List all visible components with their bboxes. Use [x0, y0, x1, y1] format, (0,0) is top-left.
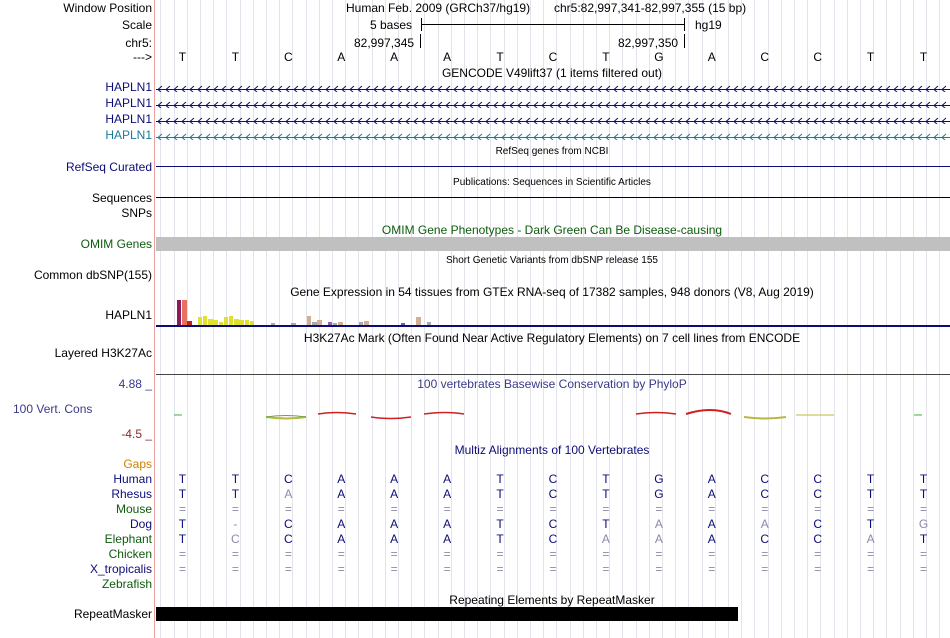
gtex-tissue-bar[interactable] — [229, 316, 233, 325]
reference-base: T — [496, 50, 504, 64]
refseq-label[interactable]: RefSeq Curated — [65, 160, 152, 174]
gencode-transcript-label[interactable]: HAPLN1 — [105, 80, 152, 94]
alignment-base: = — [761, 502, 769, 516]
grid-line — [741, 0, 742, 638]
alignment-base: C — [760, 472, 770, 486]
grid-line — [583, 0, 584, 638]
alignment-base: = — [443, 502, 451, 516]
repeatmasker-element[interactable] — [156, 607, 738, 621]
publications-label[interactable]: Sequences — [91, 191, 152, 205]
alignment-base: = — [761, 562, 769, 576]
alignment-base: = — [390, 547, 398, 561]
alignment-base: A — [443, 472, 452, 486]
omim-gene-bar[interactable] — [156, 237, 950, 251]
alignment-base: C — [548, 517, 558, 531]
alignment-base: T — [178, 487, 187, 501]
alignment-base: A — [284, 487, 293, 501]
reference-base: A — [390, 50, 399, 64]
alignment-base: = — [602, 547, 610, 561]
gencode-title: GENCODE V49lift37 (1 items filtered out) — [441, 66, 663, 80]
species-label[interactable]: X_tropicalis — [89, 562, 152, 576]
alignment-base: = — [337, 547, 345, 561]
alignment-base: = — [867, 562, 875, 576]
alignment-base: = — [708, 547, 716, 561]
alignment-base: = — [231, 547, 239, 561]
gtex-tissue-bar[interactable] — [177, 300, 181, 325]
alignment-base: T — [866, 487, 875, 501]
grid-line — [781, 0, 782, 638]
phylop-title: 100 vertebrates Basewise Conservation by PhyloP — [417, 377, 687, 391]
label-column-divider — [154, 0, 155, 638]
alignment-base: C — [813, 532, 822, 546]
gtex-tissue-bar[interactable] — [203, 316, 207, 325]
alignment-base: = — [390, 502, 398, 516]
grid-line — [847, 0, 848, 638]
grid-line — [424, 0, 425, 638]
reference-base: C — [548, 50, 558, 64]
grid-line — [438, 0, 439, 638]
alignment-base: C — [760, 532, 770, 546]
alignment-base: = — [655, 502, 663, 516]
species-label[interactable]: Rhesus — [111, 487, 152, 501]
publications-track-line[interactable] — [156, 197, 950, 198]
grid-line — [266, 0, 267, 638]
grid-line — [688, 0, 689, 638]
scale-bar-right-tick — [684, 18, 685, 31]
alignment-base: A — [866, 532, 875, 546]
species-label[interactable]: Mouse — [115, 502, 152, 516]
grid-line — [490, 0, 491, 638]
alignment-base: = — [867, 547, 875, 561]
grid-line — [702, 0, 703, 638]
grid-line — [174, 0, 175, 638]
alignment-base: = — [284, 547, 292, 561]
alignment-base: = — [655, 562, 663, 576]
species-label[interactable]: Elephant — [104, 532, 152, 546]
alignment-base: = — [814, 562, 822, 576]
h3k27ac-title: H3K27Ac Mark (Often Found Near Active Regulatory Elements) on 7 cell lines from ENCODE — [303, 331, 801, 345]
alignment-base: T — [602, 517, 610, 531]
alignment-base: = — [390, 562, 398, 576]
refseq-track-line[interactable] — [156, 166, 950, 167]
db-name: hg19 — [695, 18, 722, 32]
grid-line — [187, 0, 188, 638]
alignment-base: = — [178, 562, 186, 576]
grid-line — [636, 0, 637, 638]
species-label[interactable]: Chicken — [108, 547, 152, 561]
alignment-base: C — [760, 487, 770, 501]
alignment-base: A — [654, 532, 663, 546]
reference-base: G — [654, 50, 664, 64]
alignment-base: G — [918, 517, 929, 531]
alignment-base: A — [337, 472, 346, 486]
alignment-base: G — [654, 487, 664, 501]
alignment-base: A — [443, 517, 452, 531]
phylop-max: 4.88 _ — [118, 377, 152, 391]
grid-line — [900, 0, 901, 638]
grid-line — [319, 0, 320, 638]
alignment-base: T — [919, 487, 928, 501]
gencode-transcript-label[interactable]: HAPLN1 — [105, 112, 152, 126]
gtex-tissue-bar[interactable] — [307, 316, 311, 325]
alignment-base: A — [443, 487, 452, 501]
gtex-tissue-bar[interactable] — [224, 317, 228, 325]
grid-line — [504, 0, 505, 638]
grid-line — [807, 0, 808, 638]
alignment-base: = — [284, 562, 292, 576]
grid-line — [530, 0, 531, 638]
grid-line — [728, 0, 729, 638]
alignment-base: A — [390, 532, 399, 546]
alignment-base: T — [602, 487, 610, 501]
alignment-base: C — [548, 487, 558, 501]
alignment-base: = — [549, 562, 557, 576]
alignment-base: C — [548, 532, 558, 546]
grid-line — [477, 0, 478, 638]
dbsnp-label[interactable]: Common dbSNP(155) — [33, 268, 152, 282]
alignment-base: T — [496, 487, 504, 501]
reference-base: A — [707, 50, 716, 64]
scale-bar — [421, 24, 684, 25]
multiz-title: Multiz Alignments of 100 Vertebrates — [454, 443, 650, 457]
gencode-transcript-label[interactable]: HAPLN1 — [105, 96, 152, 110]
phylop-min: -4.5 _ — [121, 427, 152, 441]
grid-line — [213, 0, 214, 638]
alignment-base: A — [390, 487, 399, 501]
publications-title: Publications: Sequences in Scientific Articles — [453, 177, 651, 188]
reference-base: T — [178, 50, 187, 64]
alignment-base: = — [602, 502, 610, 516]
grid-line — [675, 0, 676, 638]
grid-line — [385, 0, 386, 638]
alignment-base: = — [496, 562, 504, 576]
grid-line — [596, 0, 597, 638]
alignment-base: T — [231, 472, 240, 486]
grid-line — [253, 0, 254, 638]
alignment-base: C — [813, 472, 822, 486]
reference-base: T — [866, 50, 875, 64]
reference-base: C — [760, 50, 770, 64]
alignment-base: T — [178, 532, 187, 546]
grid-line — [240, 0, 241, 638]
window-position-label: Window Position — [63, 1, 152, 15]
gtex-gene-line — [156, 325, 950, 327]
alignment-base: = — [337, 562, 345, 576]
alignment-base: T — [919, 532, 928, 546]
reference-base: A — [443, 50, 452, 64]
alignment-base: = — [496, 547, 504, 561]
h3k27ac-label[interactable]: Layered H3K27Ac — [54, 346, 152, 360]
alignment-base: = — [443, 547, 451, 561]
scale-text: 5 bases — [370, 18, 413, 32]
alignment-base: = — [920, 502, 928, 516]
h3k27ac-baseline — [156, 374, 950, 375]
coord-left: 82,997,345 — [354, 36, 415, 50]
alignment-base: A — [707, 532, 716, 546]
alignment-base: = — [443, 562, 451, 576]
alignment-base: T — [602, 472, 610, 486]
alignment-base: = — [814, 547, 822, 561]
alignment-base: = — [549, 547, 557, 561]
alignment-base: = — [178, 547, 186, 561]
alignment-base: T — [496, 517, 504, 531]
species-label[interactable]: Zebrafish — [101, 577, 152, 591]
gtex-tissue-bar[interactable] — [182, 300, 186, 325]
refseq-title: RefSeq genes from NCBI — [495, 146, 609, 157]
alignment-base: = — [231, 562, 239, 576]
alignment-base: T — [231, 487, 240, 501]
phylop-label[interactable]: 100 Vert. Cons — [13, 402, 93, 416]
reference-base: C — [283, 50, 293, 64]
alignment-base: T — [919, 472, 928, 486]
grid-line — [794, 0, 795, 638]
snps-label[interactable]: SNPs — [121, 206, 152, 220]
alignment-base: C — [813, 517, 822, 531]
alignment-base: C — [231, 532, 240, 546]
phylop-wiggle[interactable] — [156, 400, 950, 426]
grid-line — [517, 0, 518, 638]
grid-line — [464, 0, 465, 638]
grid-line — [279, 0, 280, 638]
reference-base: A — [337, 50, 346, 64]
grid-line — [570, 0, 571, 638]
species-label[interactable]: Dog — [129, 517, 152, 531]
scale-bar-left-tick — [421, 18, 422, 31]
alignment-base: = — [549, 502, 557, 516]
scale-label: Scale — [121, 18, 152, 32]
alignment-base: T — [866, 472, 875, 486]
alignment-base: A — [337, 517, 346, 531]
coord-left-tick — [420, 34, 421, 48]
grid-line — [372, 0, 373, 638]
grid-line — [649, 0, 650, 638]
alignment-base: A — [707, 472, 716, 486]
alignment-base: = — [655, 547, 663, 561]
grid-line — [860, 0, 861, 638]
alignment-base: = — [284, 502, 292, 516]
alignment-base: T — [496, 532, 504, 546]
alignment-base: A — [390, 472, 399, 486]
grid-line — [754, 0, 755, 638]
species-label[interactable]: Human — [113, 472, 152, 486]
alignment-base: C — [548, 472, 558, 486]
reference-base: T — [231, 50, 240, 64]
reference-base: T — [919, 50, 928, 64]
grid-line — [939, 0, 940, 638]
alignment-base: A — [443, 532, 452, 546]
grid-line — [834, 0, 835, 638]
alignment-base: C — [813, 487, 822, 501]
coord-right: 82,997,350 — [618, 36, 679, 50]
alignment-base: A — [707, 517, 716, 531]
repeatmasker-label[interactable]: RepeatMasker — [73, 607, 152, 621]
alignment-base: T — [178, 517, 187, 531]
grid-line — [622, 0, 623, 638]
alignment-base: A — [654, 517, 663, 531]
alignment-base: = — [867, 502, 875, 516]
alignment-base: = — [761, 547, 769, 561]
gtex-label[interactable]: HAPLN1 — [105, 308, 152, 322]
chrom-label: chr5: — [125, 36, 152, 50]
alignment-base: C — [283, 532, 293, 546]
alignment-base: A — [601, 532, 610, 546]
coord-right-tick — [684, 34, 685, 48]
alignment-base: = — [496, 502, 504, 516]
grid-line — [332, 0, 333, 638]
alignment-base: - — [233, 517, 238, 531]
alignment-base: T — [496, 472, 504, 486]
alignment-base: = — [814, 502, 822, 516]
gtex-title: Gene Expression in 54 tissues from GTEx RNA-seq of 17382 samples, 948 donors (V8, Aug 2019) — [290, 285, 814, 299]
gaps-label[interactable]: Gaps — [123, 457, 152, 471]
grid-line — [358, 0, 359, 638]
alignment-base: C — [283, 517, 293, 531]
alignment-base: = — [231, 502, 239, 516]
gencode-transcript[interactable] — [156, 83, 950, 92]
alignment-base: = — [920, 562, 928, 576]
alignment-base: = — [178, 502, 186, 516]
alignment-base: A — [337, 487, 346, 501]
position-readout[interactable]: chr5:82,997,341-82,997,355 (15 bp) — [554, 1, 747, 15]
dbsnp-title: Short Genetic Variants from dbSNP release 155 — [446, 255, 658, 266]
grid-line — [886, 0, 887, 638]
reference-base: C — [813, 50, 822, 64]
alignment-base: A — [390, 517, 399, 531]
omim-label[interactable]: OMIM Genes — [80, 237, 152, 251]
gencode-transcript[interactable] — [156, 115, 950, 124]
grid-line — [543, 0, 544, 638]
alignment-base: = — [708, 502, 716, 516]
alignment-base: A — [760, 517, 769, 531]
strand-label: ---> — [133, 50, 152, 64]
alignment-base: = — [708, 562, 716, 576]
gencode-transcript[interactable] — [156, 131, 950, 140]
repeatmasker-title: Repeating Elements by RepeatMasker — [449, 593, 655, 607]
omim-title: OMIM Gene Phenotypes - Dark Green Can Be Disease-causing — [381, 223, 723, 237]
alignment-base: T — [866, 517, 875, 531]
gtex-tissue-bar[interactable] — [416, 317, 420, 325]
alignment-base: = — [920, 547, 928, 561]
alignment-base: A — [337, 532, 346, 546]
alignment-base: C — [283, 472, 293, 486]
reference-base: T — [602, 50, 610, 64]
alignment-base: = — [337, 502, 345, 516]
gtex-tissue-bar[interactable] — [198, 317, 202, 325]
gencode-transcript-label[interactable]: HAPLN1 — [105, 128, 152, 142]
alignment-base: = — [602, 562, 610, 576]
grid-line — [411, 0, 412, 638]
grid-line — [160, 0, 161, 638]
gencode-transcript[interactable] — [156, 99, 950, 108]
alignment-base: T — [178, 472, 187, 486]
grid-line — [451, 0, 452, 638]
alignment-base: G — [654, 472, 664, 486]
grid-line — [913, 0, 914, 638]
alignment-base: A — [707, 487, 716, 501]
assembly-name: Human Feb. 2009 (GRCh37/hg19) — [346, 1, 531, 15]
